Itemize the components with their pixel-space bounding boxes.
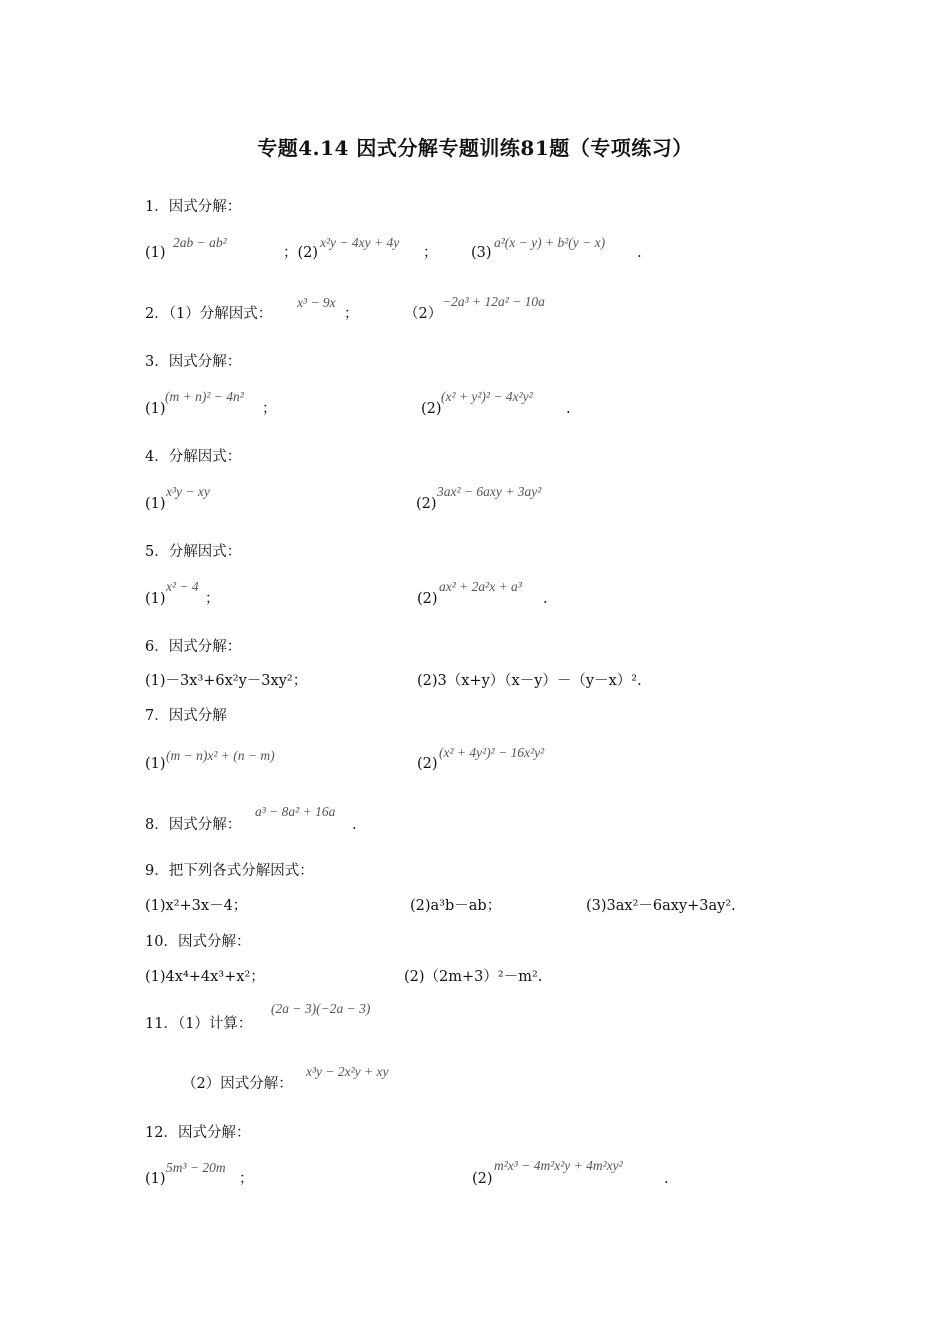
q1-part3-label: (3) xyxy=(471,245,492,261)
q5-expr1: x² − 4 xyxy=(166,579,199,594)
q2-expr1: x³ − 9x xyxy=(297,295,336,310)
q9-heading: 9．把下列各式分解因式： xyxy=(145,863,314,879)
q1-expr2: x²y − 4xy + 4y xyxy=(320,235,400,250)
q4-part1-label: (1) xyxy=(145,496,166,512)
q3-end: . xyxy=(566,401,571,417)
q10-part1: (1)4x⁴+4x³+x²； xyxy=(145,969,265,985)
q2-separator: ； xyxy=(344,306,359,322)
q5-end: . xyxy=(543,591,548,607)
q10-part2: (2)（2m+3）²－m². xyxy=(404,969,543,985)
q8-heading: 8．因式分解： xyxy=(145,817,242,833)
q10-heading: 10．因式分解： xyxy=(145,934,251,950)
q3-expr1: (m + n)² − 4n² xyxy=(165,389,244,404)
q5-separator: ； xyxy=(205,591,220,607)
q12-expr1: 5m³ − 20m xyxy=(166,1160,226,1175)
q12-part1-label: (1) xyxy=(145,1171,166,1187)
q9-part1: (1)x²+3x－4； xyxy=(145,898,248,914)
q1-heading: 1．因式分解： xyxy=(145,199,242,215)
q1-expr1: 2ab − ab² xyxy=(173,235,227,250)
q8-expr1: a³ − 8a² + 16a xyxy=(255,804,336,819)
q2-expr2: −2a³ + 12a² − 10a xyxy=(442,294,545,309)
q7-expr2: (x² + 4y²)² − 16x²y² xyxy=(439,745,545,760)
q12-heading: 12．因式分解： xyxy=(145,1125,251,1141)
q11-heading: 11．（1）计算： xyxy=(145,1016,253,1032)
q4-expr2: 3ax² − 6axy + 3ay² xyxy=(437,484,542,499)
q5-expr2: ax² + 2a²x + a³ xyxy=(439,579,522,594)
q1-separator2: ； xyxy=(423,245,438,261)
q11-part2-label: （2）因式分解： xyxy=(182,1076,293,1092)
q1-expr3: a²(x − y) + b²(y − x) xyxy=(494,235,606,250)
q4-heading: 4．分解因式： xyxy=(145,449,242,465)
q12-end: . xyxy=(664,1171,669,1187)
q12-separator: ； xyxy=(239,1171,254,1187)
q2-heading: 2．（1）分解因式： xyxy=(145,306,273,322)
q12-part2-label: (2) xyxy=(472,1171,493,1187)
q3-part2-label: (2) xyxy=(421,401,442,417)
page-title: 专题4.14 因式分解专题训练81题（专项练习） xyxy=(257,136,693,160)
q4-part2-label: (2) xyxy=(416,496,437,512)
q4-expr1: x³y − xy xyxy=(166,484,210,499)
q6-part1: (1)－3x³+6x²y－3xy²； xyxy=(145,673,308,689)
q3-heading: 3．因式分解： xyxy=(145,354,242,370)
q1-end: . xyxy=(637,245,642,261)
q5-part2-label: (2) xyxy=(417,591,438,607)
q1-separator1: ；(2) xyxy=(283,245,319,261)
q7-heading: 7．因式分解 xyxy=(145,708,227,724)
q9-part3: (3)3ax²－6axy+3ay². xyxy=(586,898,736,914)
q6-part2: (2)3（x+y）（x－y）－（y－x）². xyxy=(417,673,642,689)
q11-expr1: (2a − 3)(−2a − 3) xyxy=(271,1001,371,1016)
q6-heading: 6．因式分解： xyxy=(145,639,242,655)
q5-heading: 5．分解因式： xyxy=(145,544,242,560)
q7-part1-label: (1) xyxy=(145,756,166,772)
q2-part2-label: （2） xyxy=(404,306,443,322)
q9-part2: (2)a³b－ab； xyxy=(410,898,502,914)
q3-expr2: (x² + y²)² − 4x²y² xyxy=(441,389,533,404)
q1-part1-label: (1) xyxy=(145,245,166,261)
q8-end: . xyxy=(352,817,357,833)
q11-expr2: x³y − 2x²y + xy xyxy=(306,1064,389,1079)
q3-separator: ； xyxy=(262,401,277,417)
q12-expr2: m²x³ − 4m²x²y + 4m²xy² xyxy=(494,1158,623,1173)
q7-part2-label: (2) xyxy=(417,756,438,772)
q7-expr1: (m − n)x² + (n − m) xyxy=(166,748,275,763)
q5-part1-label: (1) xyxy=(145,591,166,607)
q3-part1-label: (1) xyxy=(145,401,166,417)
